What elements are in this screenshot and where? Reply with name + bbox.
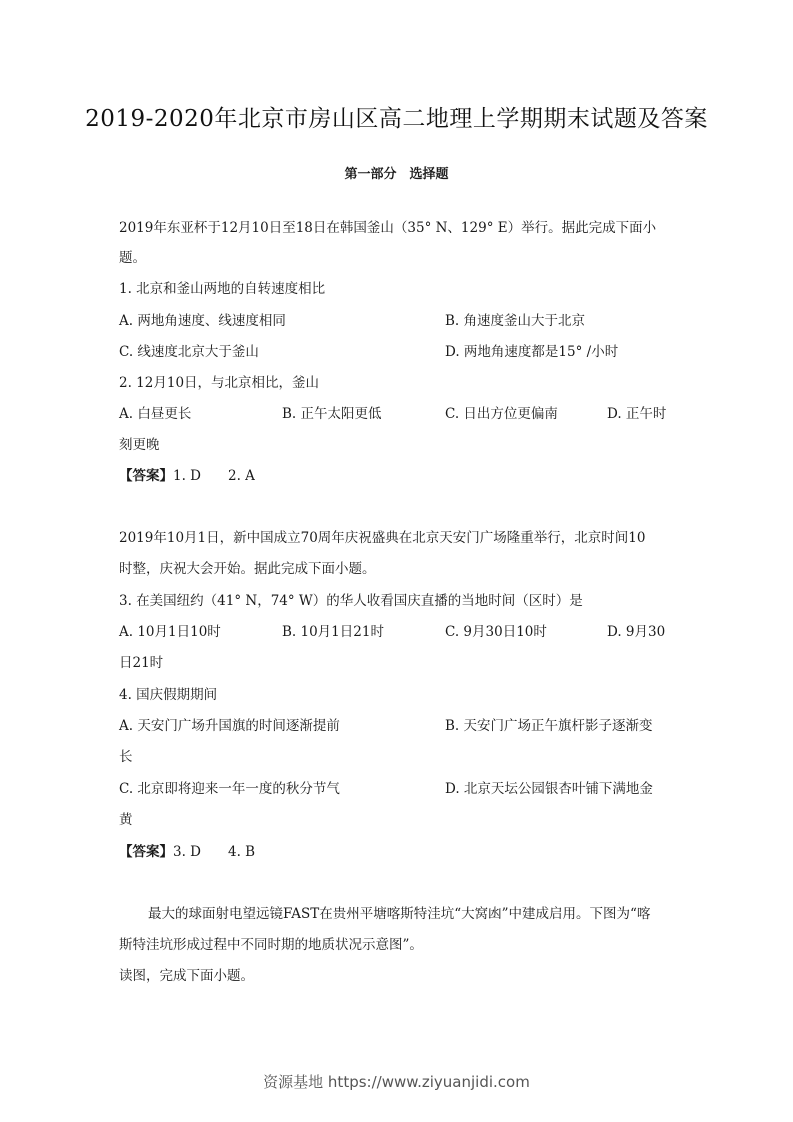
q3-option-a: A. 10月1日10时 — [119, 624, 221, 640]
q3-option-b: B. 10月1日21时 — [282, 624, 384, 640]
q3-option-d: D. 9月30 — [607, 624, 666, 640]
answer-text: 1. D 2. A — [173, 468, 255, 484]
q4-option-d: D. 北京天坛公园银杏叶铺下满地金 — [445, 781, 653, 797]
group1-stem-line1: 2019年东亚杯于12月10日至18日在韩国釜山（35° N、129° E）举行。据此完成下面小 — [119, 220, 657, 236]
group2-answer — [119, 842, 255, 862]
q3-stem: 3. 在美国纽约（41° N，74° W）的华人收看国庆直播的当地时间（区时）是 — [119, 593, 583, 609]
group3-stem-line2: 斯特洼坑形成过程中不同时期的地质状况示意图”。 — [119, 937, 423, 953]
q2-option-d-wrap: 刻更晚 — [119, 437, 160, 453]
q2-stem: 2. 12月10日，与北京相比，釜山 — [119, 375, 320, 391]
q1-option-a: A. 两地角速度、线速度相同 — [119, 313, 286, 329]
q2-option-b: B. 正午太阳更低 — [282, 406, 382, 422]
q4-stem: 4. 国庆假期期间 — [119, 687, 218, 703]
answer-text: 3. D 4. B — [173, 844, 256, 860]
q4-option-c: C. 北京即将迎来一年一度的秋分节气 — [119, 781, 340, 797]
watermark-footer: 资源基地 https://www.ziyuanjidi.com — [263, 1073, 530, 1091]
q4-option-b: B. 天安门广场正午旗杆影子逐渐变 — [445, 718, 653, 734]
group2-stem-line1: 2019年10月1日，新中国成立70周年庆祝盛典在北京天安门广场隆重举行，北京时间10 — [119, 530, 646, 546]
answer-label: 【答案】 — [119, 844, 173, 860]
q2-option-a: A. 白昼更长 — [119, 406, 192, 422]
group2-stem-line2: 时整，庆祝大会开始。据此完成下面小题。 — [119, 561, 376, 577]
q1-option-d: D. 两地角速度都是15° /小时 — [445, 344, 619, 360]
q3-option-d-wrap: 日21时 — [119, 655, 164, 671]
q4-option-b-wrap: 长 — [119, 749, 133, 765]
q2-option-c: C. 日出方位更偏南 — [445, 406, 558, 422]
q1-option-b: B. 角速度釜山大于北京 — [445, 313, 586, 329]
q2-option-d: D. 正午时 — [607, 406, 667, 422]
answer-label: 【答案】 — [119, 468, 173, 484]
q3-option-c: C. 9月30日10时 — [445, 624, 547, 640]
section-title: 第一部分 选择题 — [344, 167, 449, 182]
group3-stem-line3: 读图，完成下面小题。 — [119, 968, 254, 984]
page-title: 2019-2020年北京市房山区高二地理上学期期末试题及答案 — [85, 106, 708, 132]
group1-answer — [119, 466, 255, 486]
q4-option-a: A. 天安门广场升国旗的时间逐渐提前 — [119, 718, 340, 734]
group1-stem-line2: 题。 — [119, 250, 146, 266]
q4-option-d-wrap: 黄 — [119, 812, 133, 828]
group3-stem-line1: 最大的球面射电望远镜FAST在贵州平塘喀斯特洼坑“大窝凼”中建成启用。下图为“喀 — [148, 906, 651, 922]
q1-stem: 1. 北京和釜山两地的自转速度相比 — [119, 281, 326, 297]
q1-option-c: C. 线速度北京大于釜山 — [119, 344, 259, 360]
